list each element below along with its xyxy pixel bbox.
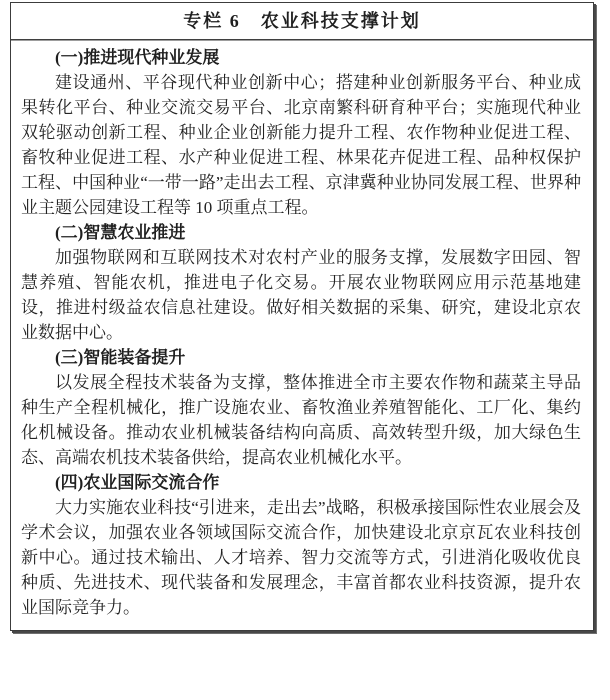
- section-1-paragraph: 建设通州、平谷现代种业创新中心；搭建种业创新服务平台、种业成果转化平台、种业交流交易平台、北京南繁科研育种平台；实施现代种业双轮驱动创新工程、种业企业创新能力提升工程、农作物种业促进工程、畜牧种业促进工程、水产种业促进工程、林果花卉促进工程、品种权保护工程、中国种业“一带一路”走出去工程、京津冀种业协同发展工程、世界种业主题公园建设工程等 10 项重点工程。: [21, 73, 581, 217]
- section-smart-agriculture: [21, 220, 581, 345]
- section-2-heading: (二)智慧农业推进: [55, 223, 186, 242]
- section-2-paragraph: 加强物联网和互联网技术对农村产业的服务支撑，发展数字田园、智慧养殖、智能农机，推进电子化交易。开展农业物联网应用示范基地建设，推进村级益农信息社建设。做好相关数据的采集、研究，建设北京农业数据中心。: [21, 248, 581, 342]
- section-3-paragraph: 以发展全程技术装备为支撑，整体推进全市主要农作物和蔬菜主导品种生产全程机械化，推广设施农业、畜牧渔业养殖智能化、工厂化、集约化机械设备。推动农业机械装备结构向高质、高效转型升级，加大绿色生态、高端农机技术装备供给，提高农业机械化水平。: [21, 373, 581, 467]
- panel-title: 专栏 6 农业科技支撑计划: [11, 3, 593, 40]
- section-intelligent-equipment: [21, 345, 581, 470]
- section-modern-seed-industry: [21, 45, 581, 220]
- section-4-heading: (四)农业国际交流合作: [55, 473, 220, 492]
- section-1-heading: (一)推进现代种业发展: [55, 48, 220, 67]
- section-3-heading: (三)智能装备提升: [55, 348, 186, 367]
- panel-body: [11, 40, 593, 630]
- section-4-paragraph: 大力实施农业科技“引进来，走出去”战略，积极承接国际性农业展会及学术会议，加强农业各领域国际交流合作，加快建设北京京瓦农业科技创新中心。通过技术输出、人才培养、智力交流等方式，引进消化吸收优良种质、先进技术、现代装备和发展理念，丰富首都农业科技资源，提升农业国际竞争力。: [21, 498, 581, 617]
- section-international-exchange: [21, 470, 581, 620]
- agriculture-plan-panel: [10, 2, 594, 631]
